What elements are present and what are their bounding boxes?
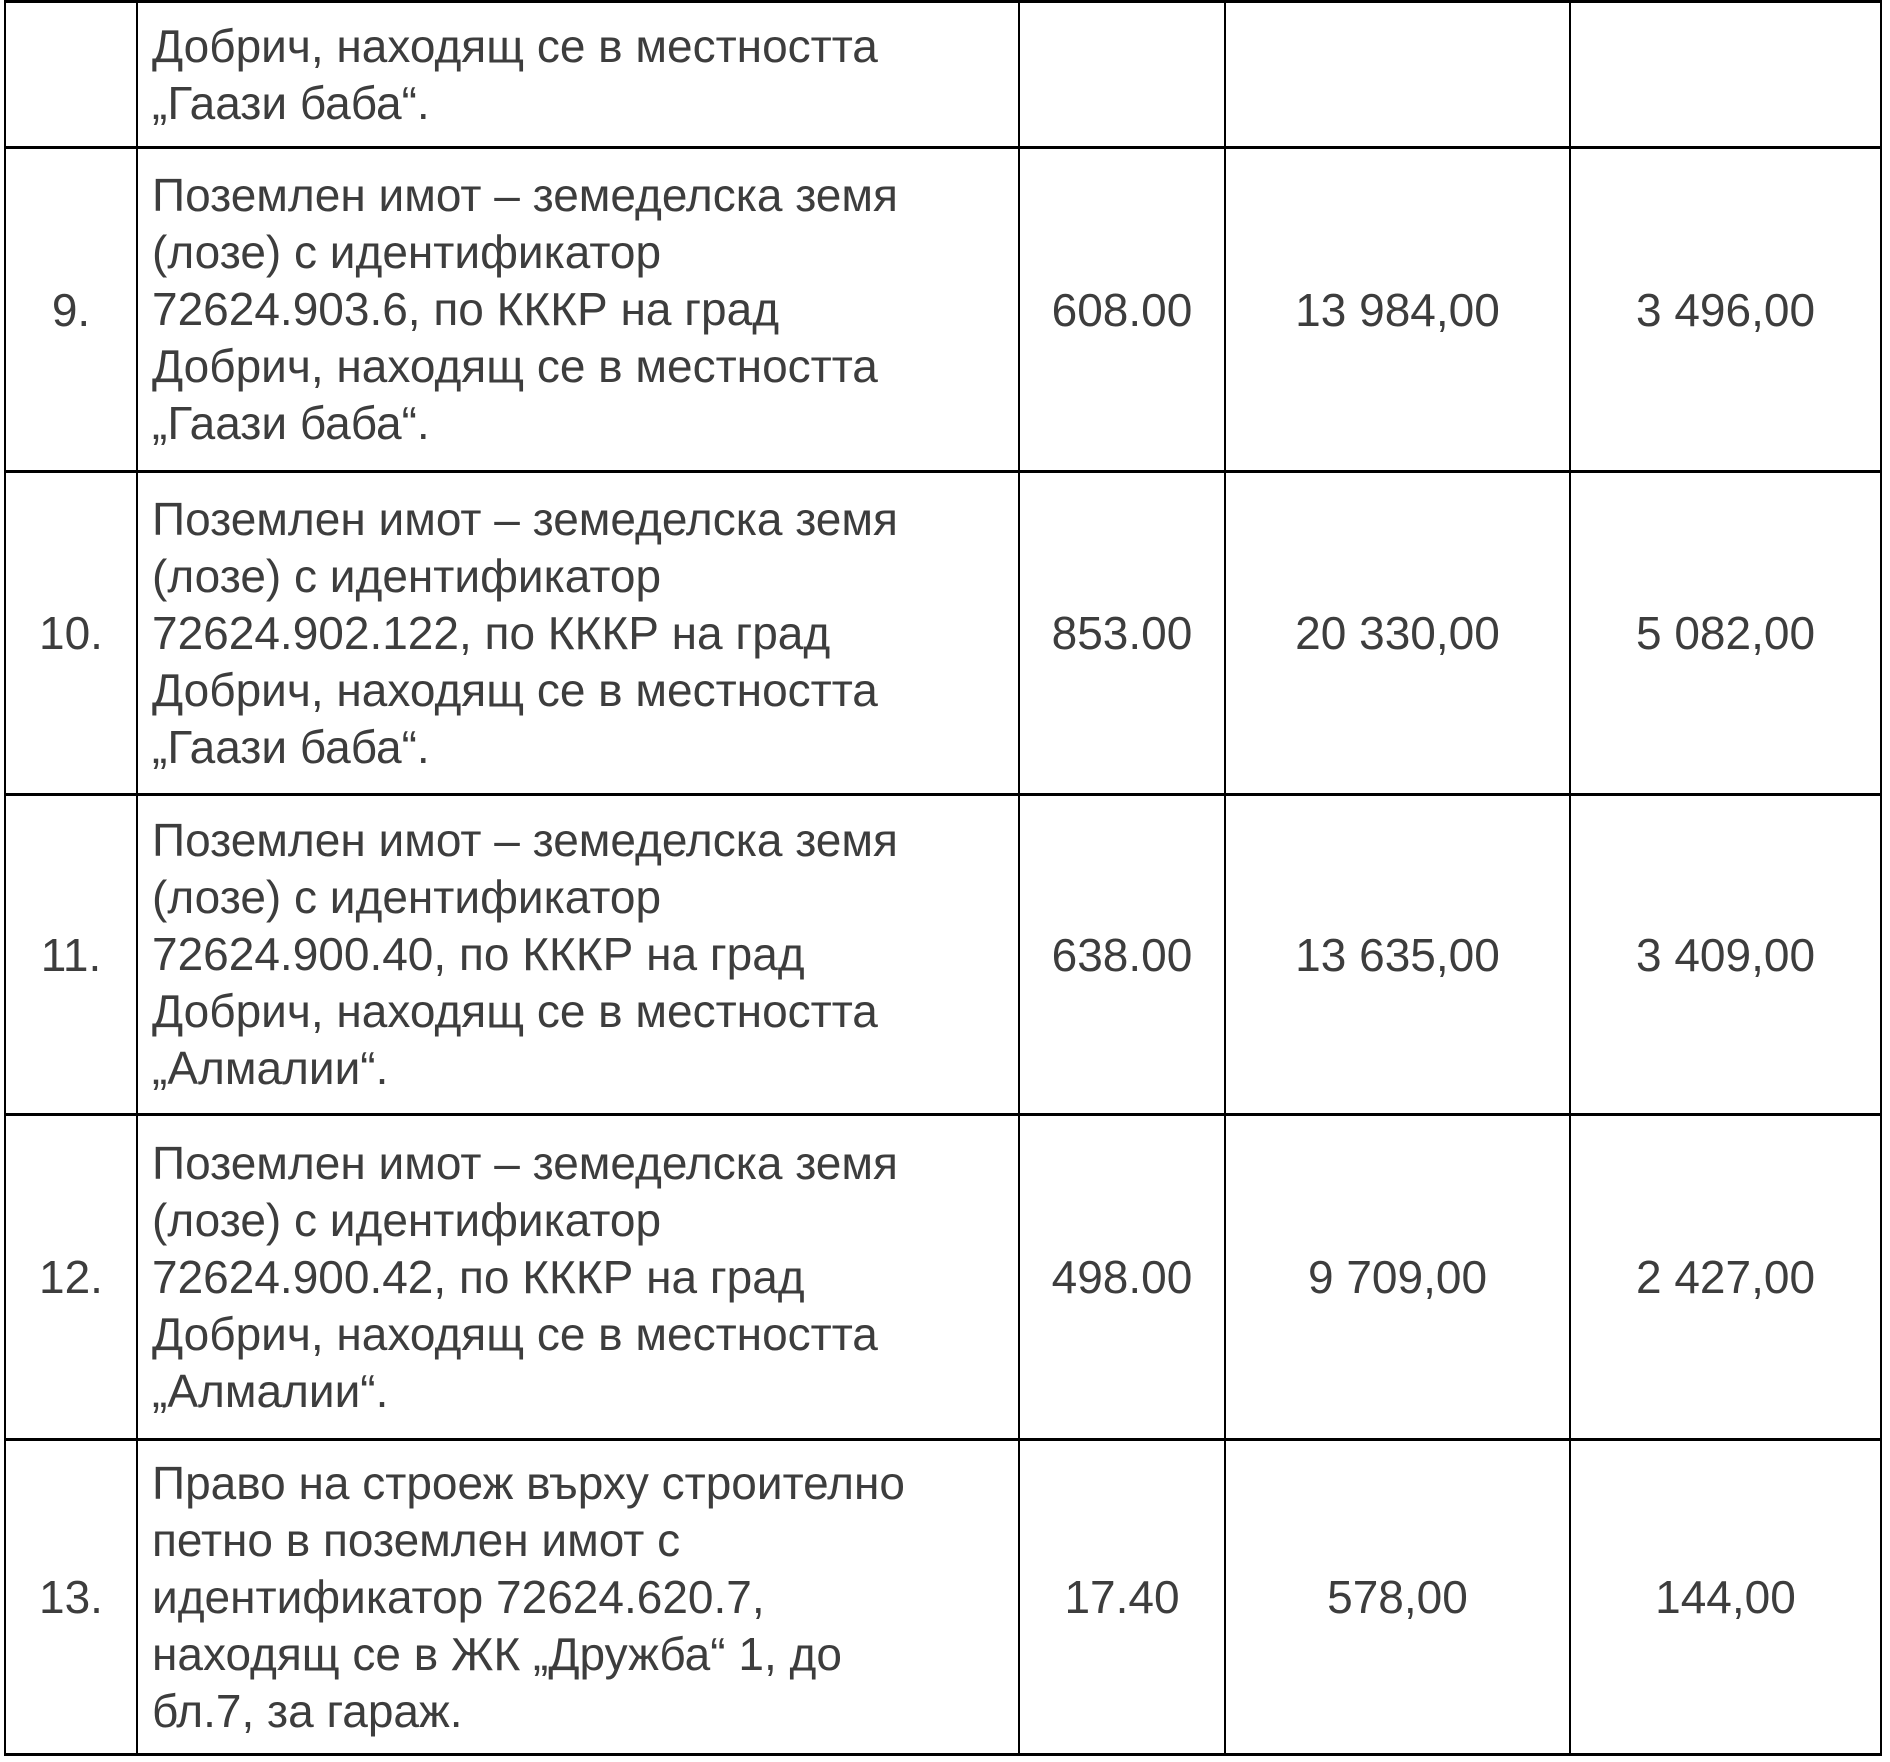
description-line: „Гаази баба“. (152, 76, 430, 129)
value-cell-1: 13 635,00 (1225, 795, 1570, 1115)
description-line: 72624.903.6, по КККР на град (152, 283, 780, 335)
description-line: петно в поземлен имот с (152, 1513, 681, 1566)
description-line: „Алмалии“. (152, 1042, 389, 1094)
description-line: 72624.900.40, по КККР на град (152, 928, 805, 980)
description-line: Добрич, находящ се в местността (152, 663, 878, 716)
property-description-cell (137, 2, 1019, 148)
value-cell-1: 13 984,00 (1225, 148, 1570, 472)
description-line: Добрич, находящ се в местността (152, 1307, 878, 1360)
description-line: Добрич, находящ се в местността (152, 340, 878, 392)
value-cell-2: 3 496,00 (1570, 148, 1881, 472)
description-line: Поземлен имот – земеделска земя (152, 492, 898, 545)
property-description-cell (137, 148, 1019, 472)
row-number-cell: 12. (5, 1115, 137, 1440)
row-number-cell: 10. (5, 472, 137, 795)
row-number-cell: 13. (5, 1440, 137, 1755)
property-description-cell (137, 1115, 1019, 1440)
value-cell-1: 578,00 (1225, 1440, 1570, 1755)
property-description-cell (137, 795, 1019, 1115)
description-line: (лозе) с идентификатор (152, 226, 662, 278)
description-line: 72624.900.42, по КККР на град (152, 1250, 805, 1303)
description-line: бл.7, за гараж. (152, 1684, 463, 1737)
row-number-cell: 11. (5, 795, 137, 1115)
table-row (5, 1440, 1881, 1755)
table-row (5, 2, 1881, 148)
description-line: „Гаази баба“. (152, 397, 430, 449)
description-line: Право на строеж върху строително (152, 1456, 906, 1509)
area-cell: 498.00 (1019, 1115, 1225, 1440)
description-line: Добрич, находящ се в местността (152, 19, 878, 72)
area-cell: 608.00 (1019, 148, 1225, 472)
row-number-cell (5, 2, 137, 148)
area-cell: 17.40 (1019, 1440, 1225, 1755)
value-cell-2: 5 082,00 (1570, 472, 1881, 795)
value-cell-2 (1570, 2, 1881, 148)
description-line: 72624.902.122, по КККР на град (152, 606, 831, 659)
value-cell-1: 20 330,00 (1225, 472, 1570, 795)
area-cell: 853.00 (1019, 472, 1225, 795)
description-line: (лозе) с идентификатор (152, 871, 662, 923)
area-cell (1019, 2, 1225, 148)
table-row (5, 148, 1881, 472)
description-line: „Алмалии“. (152, 1364, 389, 1417)
value-cell-1 (1225, 2, 1570, 148)
description-line: (лозе) с идентификатор (152, 1193, 662, 1246)
value-cell-2: 2 427,00 (1570, 1115, 1881, 1440)
value-cell-1: 9 709,00 (1225, 1115, 1570, 1440)
description-line: Поземлен имот – земеделска земя (152, 1136, 898, 1189)
description-line: „Гаази баба“. (152, 720, 430, 773)
property-description-cell (137, 1440, 1019, 1755)
property-description-cell (137, 472, 1019, 795)
property-table-body (5, 2, 1881, 1755)
property-table (4, 0, 1882, 1756)
row-number-cell: 9. (5, 148, 137, 472)
area-cell: 638.00 (1019, 795, 1225, 1115)
table-row (5, 1115, 1881, 1440)
table-row (5, 795, 1881, 1115)
description-line: Поземлен имот – земеделска земя (152, 169, 898, 221)
value-cell-2: 144,00 (1570, 1440, 1881, 1755)
description-line: Поземлен имот – земеделска земя (152, 814, 898, 866)
description-line: идентификатор 72624.620.7, (152, 1570, 765, 1623)
description-line: находящ се в ЖК „Дружба“ 1, до (152, 1627, 842, 1680)
description-line: Добрич, находящ се в местността (152, 985, 878, 1037)
description-line: (лозе) с идентификатор (152, 549, 662, 602)
value-cell-2: 3 409,00 (1570, 795, 1881, 1115)
table-row (5, 472, 1881, 795)
